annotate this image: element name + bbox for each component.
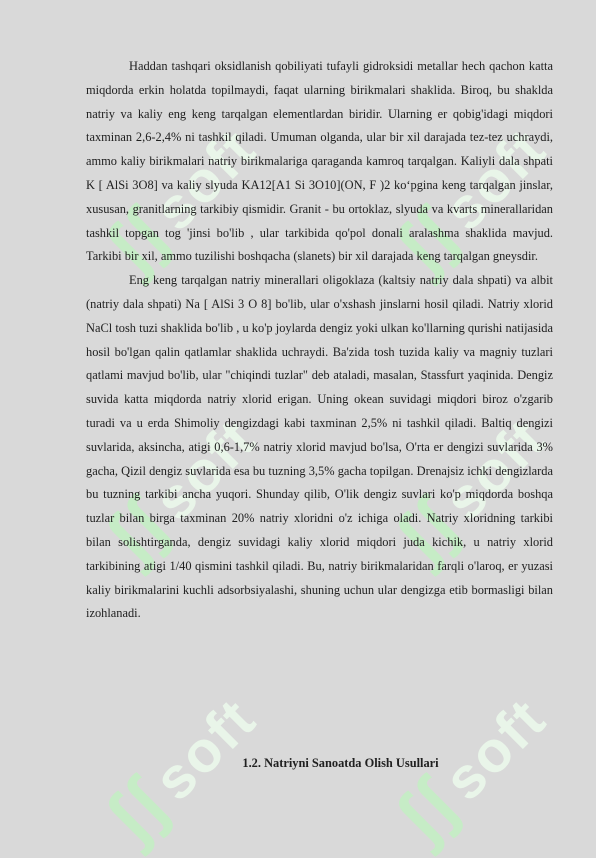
watermark-mark: ʃʃ (90, 763, 185, 858)
watermark-text: soft (141, 685, 269, 813)
watermark-mark: ʃʃ (90, 193, 185, 288)
watermark-text: soft (431, 115, 559, 243)
watermark-mark: ʃʃ (90, 483, 185, 578)
paragraph-2: Eng keng tarqalgan natriy minerallari oligoklaza (kaltsiy natriy dala shpati) va albit (natriy dala shpati) Na [ AlSi 3 O 8] bo'lib, ular o'xshash jinslarni hosil qiladi. Natriy xlorid NaCl tosh tuzi shaklida bo'lib , u ko'p joylarda dengiz yoki ulkan ko'llarning qurishi natijasida hosil bo'lgan qalin qatlamlar shaklida uchraydi. Ba'zida tosh tuzida kaliy va magniy tuzlari qatlami mavjud bo'lib, ular "chiqindi tuzlar" deb ataladi, masalan, Stassfurt yaqinida. Dengiz suvida katta miqdorda natriy xlorid erigan. Uning okean suvidagi miqdori biroz o'zgarib turadi va u erda Shimoliy dengizdagi kabi taxminan 2,5% ni tashkil qiladi. Baltiq dengizi suvlarida, aksincha, atigi 0,6-1,7% natriy xlorid mavjud bo'lsa, O'rta er dengizi suvlarida 3% gacha, Qizil dengiz suvlarida esa bu tuzning 3,5% gacha topilgan. Drenajsiz ichki dengizlarda bu tuzning tarkibi ancha yuqori. Shunday qilib, O'lik dengiz suvlari ko'p miqdorda boshqa tuzlar bilan birga taxminan 20% natriy xloridni o'z ichiga oladi. Natriy xloridning tarkibi bilan solishtirganda, dengiz suvidagi kaliy xlorid miqdori juda kichik, u natriy xlorid tarkibining atigi 1/40 qismini tashkil qiladi. Bu, natriy birikmalaridan farqli o'laroq, er yuzasi kaliy birikmalarini kuchli adsorbsiyalashi, shuning uchun ular dengizga etib bormasligi bilan izohlanadi. (86, 273, 553, 621)
watermark-text: soft (141, 115, 269, 243)
document-body (86, 55, 553, 626)
watermark-text: soft (431, 685, 559, 813)
paragraph-1: Haddan tashqari oksidlanish qobiliyati tufayli gidroksidi metallar hech qachon katta miqdorda erkin holatda topilmaydi, faqat ularning birikmalari shaklida. Biroq, bu shaklda natriy va kaliy eng keng tarqalgan elementlardan biridir. Ularning er qobig'idagi miqdori taxminan 2,6-2,4% ni tashkil qiladi. Umuman olganda, ular bir xil darajada tez-tez uchraydi, ammo kaliy birikmalari natriy birikmalariga qaraganda kamroq tarqalgan. Kaliyli dala shpati K [ AlSi 3O8] va kaliy slyuda KA12[A1 Si 3O10](ON, F )2 ko‘pgina keng tarqalgan jinslar, xususan, granitlarning tarkibiy qismidir. Granit - bu ortoklaz, slyuda va kvarts minerallaridan tashkil topgan tog 'jinsi bo'lib , ular tarkibida qo'pol donali aralashma shaklida mavjud. Tarkibi bir xil, ammo tuzilishi boshqacha (slanets) bir xil darajada keng tarqalgan gneysdir. (86, 59, 553, 264)
watermark-text: soft (431, 405, 559, 533)
section-heading: 1.2. Natriyni Sanoatda Olish Usullari (242, 756, 439, 770)
watermark-mark: ʃʃ (380, 193, 475, 288)
watermark-text: soft (141, 405, 269, 533)
watermark-mark: ʃʃ (380, 763, 475, 858)
watermark-mark: ʃʃ (380, 483, 475, 578)
